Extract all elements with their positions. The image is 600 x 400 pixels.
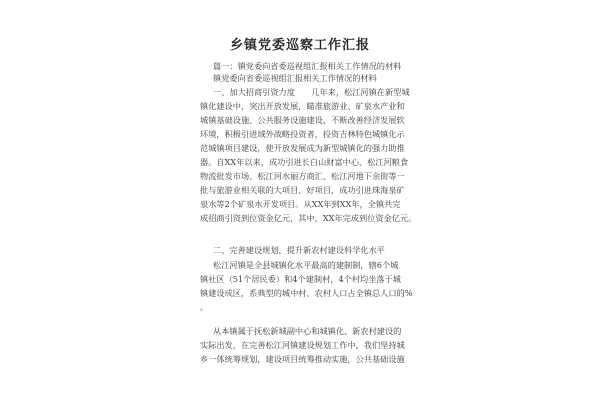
paragraph-line: 范城镇项目建设，使开放发展成为新型城镇化的强力助推 <box>200 143 405 153</box>
paragraph-line: 一、加大招商引资力度 几年来，松江河镇在新型城 <box>213 87 410 97</box>
paragraph-line: 镇化建设中，突出开放发展，瞄准旅游业、矿泉水产业和 <box>200 101 405 111</box>
paragraph-line: 。 <box>200 302 209 312</box>
paragraph-line: 城镇基础设施、公共服务设施建设，不断改善经济发展软 <box>200 115 405 125</box>
paragraph-line: 松江河镇是全县城镇化水平最高的建制制，辖6个城 <box>213 260 399 270</box>
paragraph-line: 环境，积极引进域外战略投资者，投资吉林特色城镇化示 <box>200 129 405 139</box>
paragraph-line: 篇一：镇党委向省委巡视组汇报相关工作情况的材料 <box>213 61 402 71</box>
paragraph-line: 泉水等2个矿泉水开发项目。从XX年到XX年，全镇共完 <box>200 199 401 209</box>
paragraph-line: 实际出发，在完善松江河镇建设规划工作中，我们坚持城 <box>200 340 405 350</box>
paragraph-line: 批与旅游业相关联的大项目、好项目，成功引进珠海泉矿 <box>200 185 405 195</box>
paragraph-line: 从本镇属于抚松新城副中心和城镇化、新农村建设的 <box>213 326 402 336</box>
document-title: 乡镇党委巡察工作汇报 <box>229 38 370 53</box>
paragraph-line: 镇党委向省委巡视组汇报相关工作情况的材料 <box>213 73 377 83</box>
paragraph-line: 乡一体统筹规划，建设项目统筹推动实施，公共基础设施 <box>200 354 405 364</box>
paragraph-line: 器。自XX年以来，成功引进长白山财富中心、松江河粮食 <box>200 157 409 167</box>
paragraph-line: 成招商引资到位资金亿元，其中，XX年完成到位资金亿元。 <box>200 213 417 223</box>
paragraph-line: 物流批发市场、松江河水丽方商汇、松江河地下余街等一 <box>200 171 405 181</box>
section-heading: 二、完善建设规划，提升新农村建设科学化水平 <box>213 245 385 255</box>
paragraph-line: 镇建设成区，系典型的城中村，农村人口占全镇总人口的% <box>200 288 413 298</box>
paragraph-line: 镇社区（51个居民委）和4个建制村，4个村均坐落于城 <box>200 274 401 284</box>
